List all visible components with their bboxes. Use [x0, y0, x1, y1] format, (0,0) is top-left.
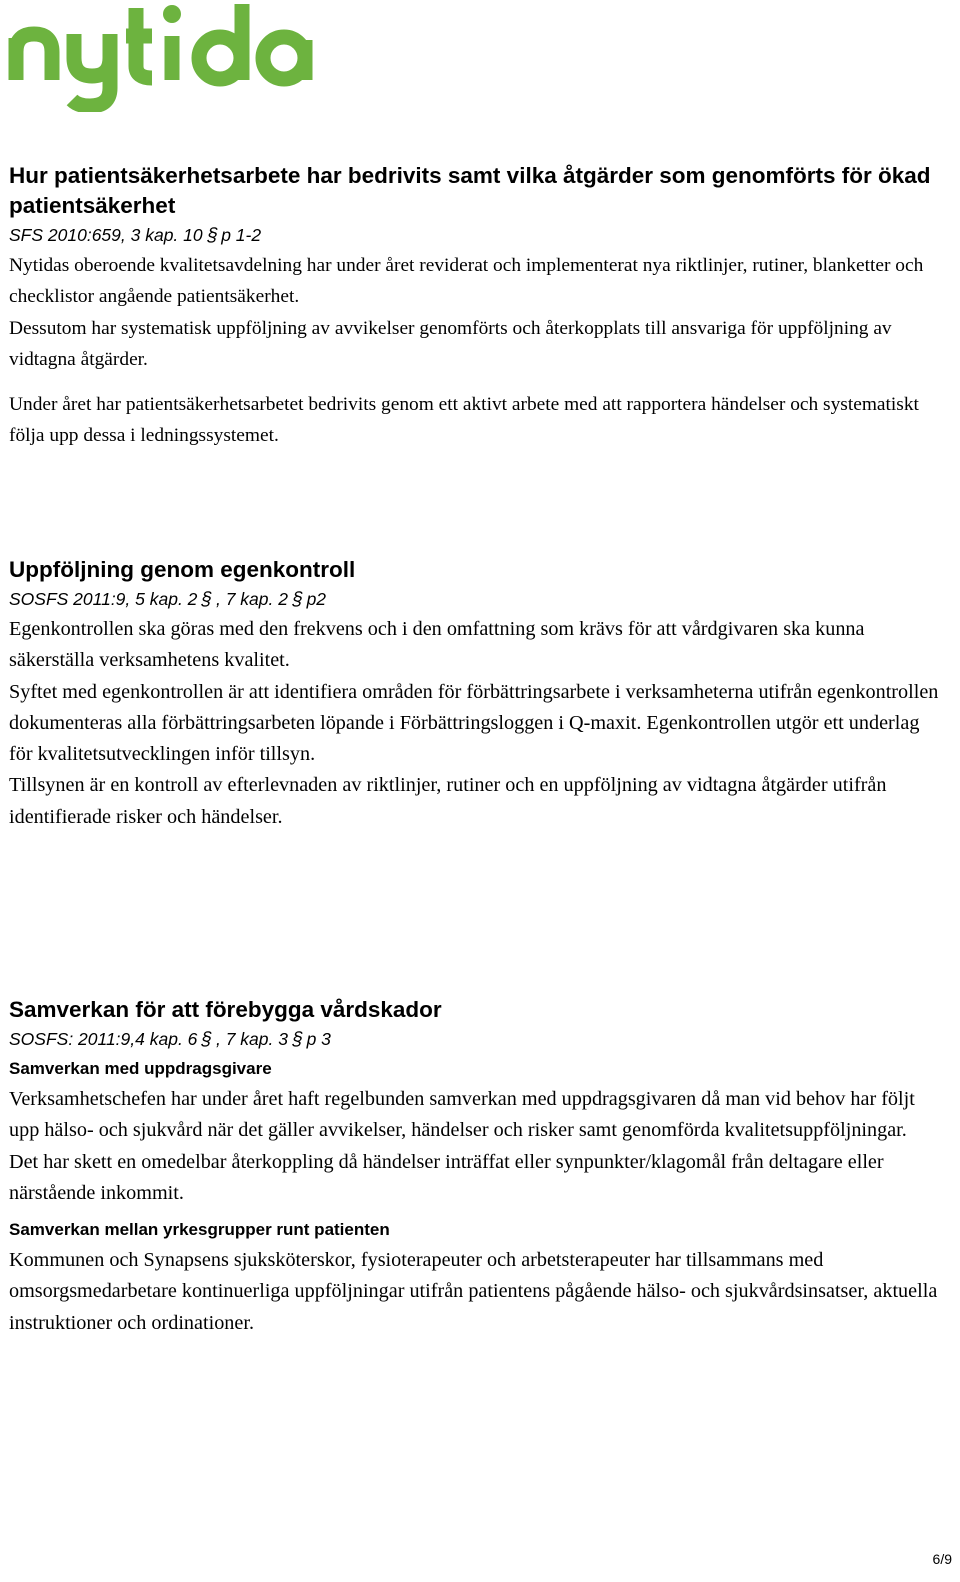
- law-reference-part: , 7 kap. 3: [215, 1029, 288, 1049]
- law-reference-part: , 7 kap. 2: [215, 589, 288, 609]
- paragraph: Tillsynen är en kontroll av efterlevnaden av riktlinjer, rutiner och en uppföljning av vidtagna åtgärder utifrån identifierade risker och händelser.: [9, 774, 887, 828]
- law-reference-part: SFS 2010:659, 3 kap. 10: [9, 225, 203, 245]
- law-reference-part: SOSFS: 2011:9,4 kap. 6: [9, 1029, 198, 1049]
- nytida-logo: [6, 0, 316, 112]
- subsection-title: Samverkan med uppdragsgivare: [9, 1059, 272, 1078]
- paragraph: Kommunen och Synapsens sjuksköterskor, fysioterapeuter och arbetsterapeuter har tillsammans med omsorgsmedarbetare kontinuerliga uppföljningar utifrån patientens pågående hälso- och sjukvårdsinsatser, aktuella instruktioner och ordinationer.: [9, 1249, 938, 1334]
- paragraph: Nytidas oberoende kvalitetsavdelning har under året reviderat och implementerat nya riktlinjer, rutiner, blanketter och checklistor angående patientsäkerhet.: [9, 255, 924, 308]
- section-sign-icon: §: [289, 1029, 305, 1050]
- section-sign-icon: §: [289, 589, 305, 610]
- law-reference: [9, 1025, 939, 1054]
- section-sign-icon: §: [199, 1029, 215, 1050]
- paragraph: Dessutom har systematisk uppföljning av avvikelser genomförts och återkopplats till ansvariga för uppföljning av vidtagna åtgärder.: [9, 317, 892, 370]
- paragraph: Syftet med egenkontrollen är att identifiera områden för förbättringsarbete i verksamheterna utifrån egenkontrollen dokumenteras alla förbättringsarbeten löpande i Förbättringsloggen i Q-maxit. Egenkontrollen utgör ett underlag för kvalitetsutvecklingen inför tillsyn.: [9, 680, 939, 766]
- law-reference-part: p 1-2: [221, 225, 262, 245]
- section-sign-icon: §: [204, 225, 220, 246]
- paragraph: Egenkontrollen ska göras med den frekvens och i den omfattning som krävs för att vårdgivaren ska kunna säkerställa verksamhetens kvalitet.: [9, 618, 865, 672]
- section-self-control: [9, 555, 939, 833]
- law-reference-part: p2: [306, 589, 327, 609]
- section-title: Samverkan för att förebygga vårdskador: [9, 997, 442, 1022]
- law-reference-part: p 3: [306, 1029, 331, 1049]
- paragraph: Verksamhetschefen har under året haft regelbunden samverkan med uppdragsgivaren då man vid behov har följt upp hälso- och sjukvård när det gäller avvikelser, händelser och risker samt genomförda kvalitetsuppföljningar. Det har skett en omedelbar återkoppling då händelser inträffat eller synpunkter/klagomål från deltagare eller närstående inkommit.: [9, 1088, 915, 1204]
- section-patient-safety: [9, 161, 939, 452]
- subsection-title: Samverkan mellan yrkesgrupper runt patienten: [9, 1220, 390, 1240]
- section-sign-icon: §: [199, 589, 215, 610]
- page-number: 6/9: [932, 1551, 952, 1567]
- section-title: Hur patientsäkerhetsarbete har bedrivits samt vilka åtgärder som genomförts för ökad patientsäkerhet: [9, 163, 931, 218]
- section-collaboration: [9, 995, 939, 1339]
- law-reference-part: SOSFS 2011:9, 5 kap. 2: [9, 589, 198, 609]
- law-reference: [9, 221, 939, 250]
- section-title: Uppföljning genom egenkontroll: [9, 557, 356, 582]
- paragraph: Under året har patientsäkerhetsarbetet bedrivits genom ett aktivt arbete med att rapportera händelser och systematiskt följa upp dessa i ledningssystemet.: [9, 394, 919, 447]
- law-reference: [9, 585, 939, 614]
